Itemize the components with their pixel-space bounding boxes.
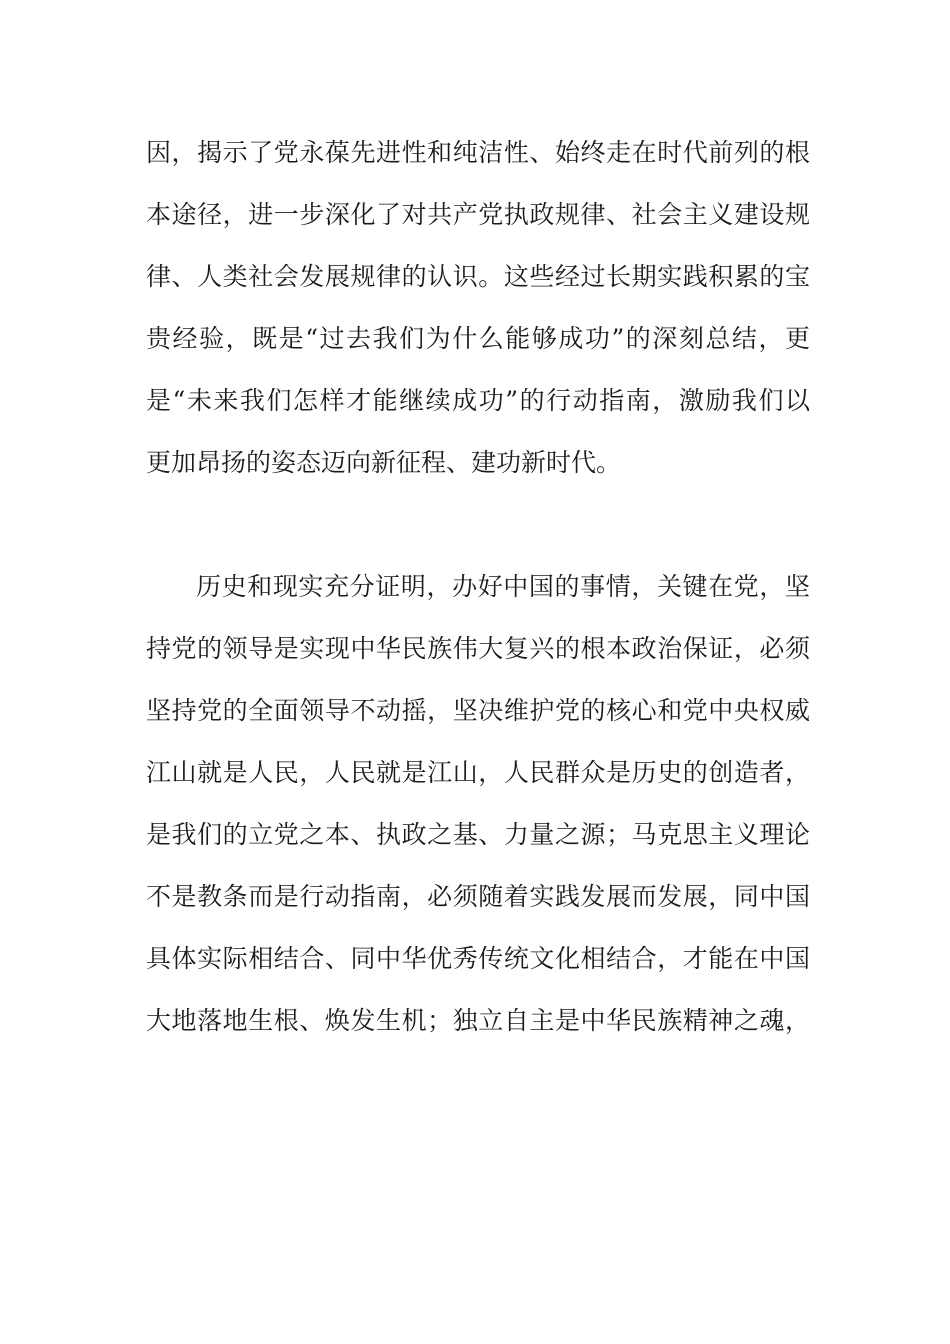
- text-line: 历史和现实充分证明，办好中国的事情，关键在党，坚: [196, 572, 810, 601]
- text-line: 江山就是人民，人民就是江山，人民群众是历史的创造者，: [146, 758, 810, 787]
- text-line: 坚持党的全面领导不动摇，坚决维护党的核心和党中央权威: [146, 696, 810, 725]
- text-line: 具体实际相结合、同中华优秀传统文化相结合，才能在中国: [146, 944, 810, 973]
- paragraph-2: [146, 562, 810, 1058]
- text-line: 因，揭示了党永葆先进性和纯洁性、始终走在时代前列的根: [146, 138, 810, 167]
- text-line: 贵经验，既是“过去我们为什么能够成功”的深刻总结，更: [146, 324, 810, 353]
- text-line: 律、人类社会发展规律的认识。这些经过长期实践积累的宝: [146, 262, 810, 291]
- text-line: 不是教条而是行动指南，必须随着实践发展而发展，同中国: [146, 882, 810, 911]
- text-line: 更加昂扬的姿态迈向新征程、建功新时代。: [146, 448, 622, 477]
- text-line: 持党的领导是实现中华民族伟大复兴的根本政治保证，必须: [146, 634, 810, 663]
- paragraph-1: [146, 128, 810, 500]
- document-body: [146, 128, 810, 1058]
- text-line: 是“未来我们怎样才能继续成功”的行动指南，激励我们以: [146, 386, 810, 415]
- text-line: 本途径，进一步深化了对共产党执政规律、社会主义建设规: [146, 200, 810, 229]
- text-line: 大地落地生根、焕发生机；独立自主是中华民族精神之魂，: [146, 1006, 810, 1035]
- text-line: 是我们的立党之本、执政之基、力量之源；马克思主义理论: [146, 820, 810, 849]
- paragraph-spacer: [146, 500, 810, 562]
